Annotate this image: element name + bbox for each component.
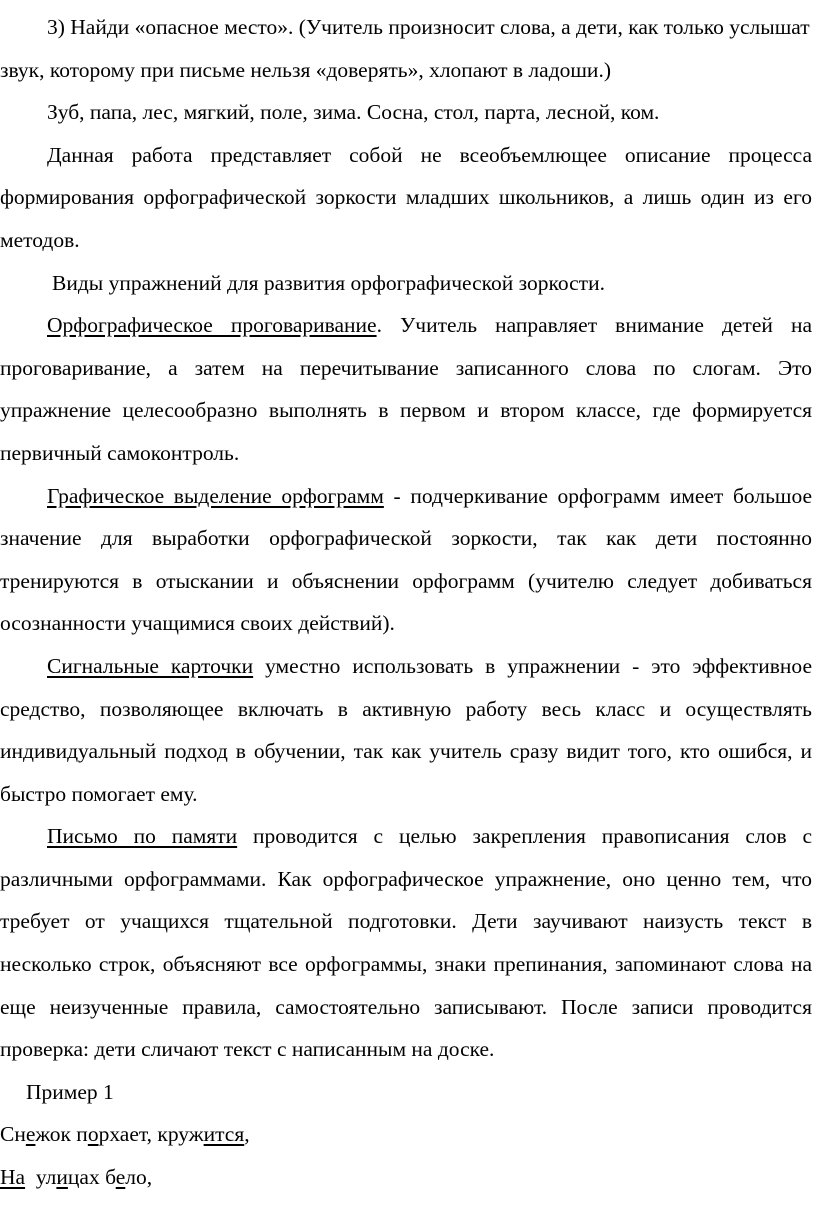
poem-fragment: цах б: [67, 1165, 116, 1190]
poem-orthogram: е: [25, 1122, 36, 1147]
paragraph-word-list: Зуб, папа, лес, мягкий, поле, зима. Сосна, стол, парта, лесной, ком.: [47, 100, 660, 125]
poem-fragment: рхает, круж: [98, 1122, 204, 1147]
example-title: Пример 1: [26, 1079, 114, 1104]
paragraph-signal-cards-text: уместно использовать в упражнении - это эффективное средство, позволяющее включать в активную работу весь класс и осуществлять индивидуальный подход в обучении, так как учитель сразу видит того, кто ошибся, и быстро помогает ему.: [0, 653, 812, 806]
poem-line-2: [0, 1156, 812, 1199]
poem-orthogram: о: [87, 1122, 99, 1147]
poem-fragment: Сн: [0, 1122, 26, 1147]
poem-orthogram: и: [56, 1165, 68, 1190]
poem-fragment: жок п: [35, 1122, 88, 1147]
document-page: [0, 6, 812, 1199]
poem-line-1: [0, 1113, 812, 1156]
term-signal-cards: Сигнальные карточки: [47, 653, 254, 678]
paragraph-orthographic-pronunciation-text: . Учитель направляет внимание детей на проговаривание, а затем на перечитывание записанного слова по слогам. Это упражнение целесообразно выполнять в первом и втором классе, где формируется первичный самоконтроль.: [0, 313, 812, 465]
paragraph-graphic-highlighting: [0, 475, 812, 645]
poem-fragment: ,: [244, 1122, 250, 1147]
paragraph-memory-writing: [0, 815, 812, 1071]
paragraph-intro-text: Данная работа представляет собой не всеобъемлющее описание процесса формирования орфографической зоркости младших школьников, а лишь один из его методов.: [0, 142, 812, 252]
poem: [0, 1113, 812, 1198]
section-heading: Виды упражнений для развития орфографической зоркости.: [52, 270, 605, 295]
paragraph-memory-writing-text: проводится с целью закрепления правописания слов с различными орфограммами. Как орфографическое упражнение, оно ценно тем, что требует от учащихся тщательной подготовки. Дети заучивают наизусть текст в несколько строк, объясняют все орфограммы, знаки препинания, запоминают слова на еще неизученные правила, самостоятельно записывают. После записи проводится проверка: дети сличают текст с написанным на доске.: [0, 824, 812, 1062]
poem-orthogram: е: [115, 1165, 126, 1190]
term-orthographic-pronunciation: Орфографическое проговаривание: [47, 313, 377, 338]
paragraph-orthographic-pronunciation: [0, 304, 812, 474]
paragraph-graphic-highlighting-text: - подчеркивание орфограмм имеет большое значение для выработки орфографической зоркости, так как дети постоянно тренируются в отыскании и объяснении орфограмм (учителю следует добиваться осознанности учащимися своих действий).: [0, 483, 812, 636]
poem-orthogram: ится: [203, 1122, 245, 1147]
paragraph-intro: [0, 134, 812, 262]
poem-orthogram: На: [0, 1165, 26, 1190]
term-graphic-highlighting: Графическое выделение орфограмм: [47, 483, 384, 508]
term-memory-writing: Письмо по памяти: [47, 824, 238, 849]
poem-fragment: ло,: [125, 1165, 153, 1190]
paragraph-task-3: 3) Найди «опасное место». (Учитель произносит слова, а дети, как только услышат звук, которому при письме нельзя «доверять», хлопают в ладоши.): [0, 15, 810, 82]
poem-fragment: ул: [25, 1165, 57, 1190]
paragraph-signal-cards: [0, 645, 812, 815]
